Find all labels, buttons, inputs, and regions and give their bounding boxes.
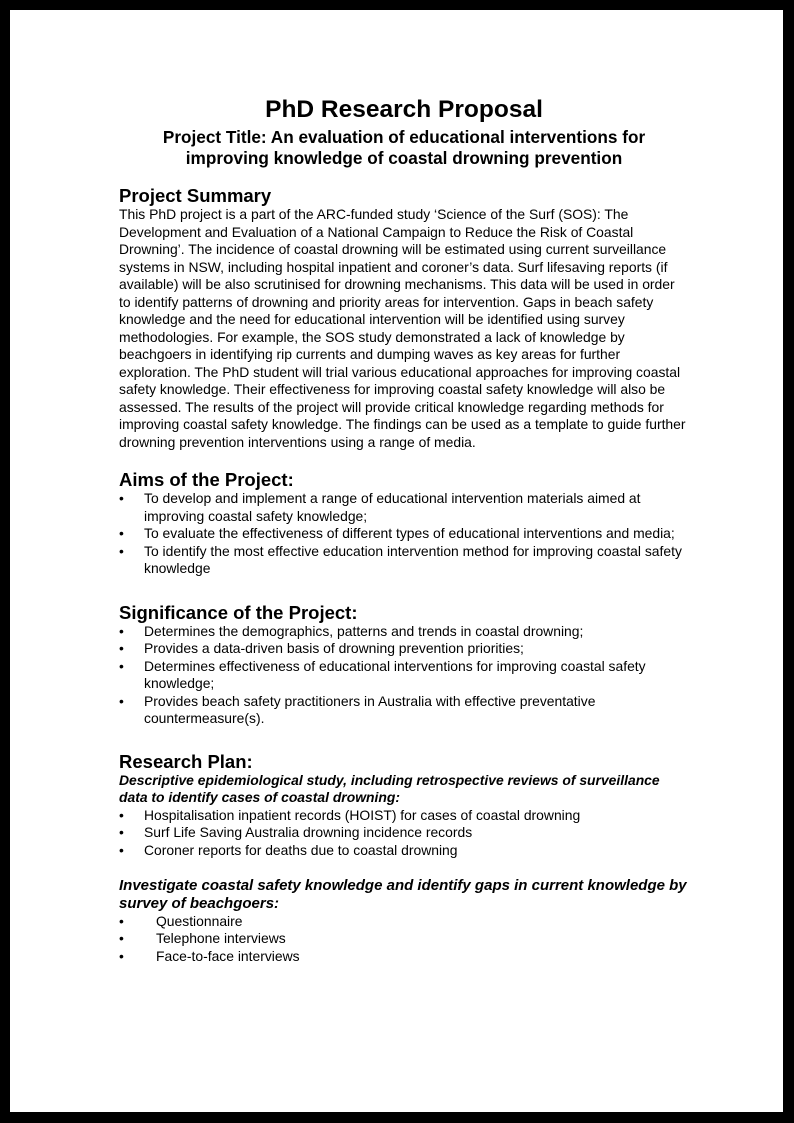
aims-heading: Aims of the Project: (119, 469, 294, 490)
list-item: • Hospitalisation inpatient records (HOIST) for cases of coastal drowning (119, 806, 581, 823)
list-item: • Face-to-face interviews (119, 947, 300, 964)
document-content (119, 96, 689, 965)
bullet-icon: • (119, 806, 124, 823)
list-item: • Provides a data-driven basis of drowning prevention priorities; (119, 640, 524, 656)
research-plan-heading: Research Plan: (119, 750, 253, 772)
list-item: • To evaluate the effectiveness of different types of educational interventions and media; (119, 525, 675, 541)
list-item: • Coroner reports for deaths due to coastal drowning (119, 841, 458, 858)
list-item: • Telephone interviews (119, 930, 286, 947)
document-page (10, 10, 783, 1112)
bullet-icon: • (119, 525, 124, 541)
page-title: PhD Research Proposal (265, 96, 543, 123)
significance-heading: Significance of the Project: (119, 601, 358, 623)
bullet-icon: • (119, 622, 124, 639)
bullet-icon: • (119, 490, 124, 506)
summary-text: This PhD project is a part of the ARC-funded study ‘Science of the Surf (SOS): The Development and Evaluation of a National Campaign to Reduce the Risk of Coastal Drowning’. The incidence of coastal drowning will be estimated using current surveillance systems in NSW, including hospital inpatient and coroner’s data. Surf lifesaving reports (if available) will be also scrutinised for drowning mechanisms. This data will be used in order to identify patterns of drowning and priority areas for intervention. Gaps in beach safety knowledge and the need for educational intervention will be identified using survey methodologies. For example, the SOS study demonstrated a lack of knowledge by beachgoers in identifying rip currents and dumping waves as key areas for further exploration. The PhD student will trial various educational approaches for improving coastal safety knowledge. Their effectiveness for improving coastal safety knowledge will also be assessed. The results of the project will provide critical knowledge regarding methods for improving coastal safety knowledge. The findings can be used as a template to guide further drowning prevention interventions using a range of media. (119, 206, 686, 450)
plan-list-2 (119, 913, 689, 966)
plan-list-1 (119, 807, 689, 860)
summary-heading: Project Summary (119, 185, 272, 206)
bullet-icon: • (119, 692, 124, 709)
bullet-icon: • (119, 912, 124, 929)
bullet-icon: • (119, 930, 124, 947)
list-item: • Surf Life Saving Australia drowning incidence records (119, 824, 473, 840)
list-item: • Determines the demographics, patterns and trends in coastal drowning; (119, 622, 584, 639)
plan-subheading-1: Descriptive epidemiological study, including retrospective reviews of surveillance data to identify cases of coastal drowning: (119, 771, 660, 805)
bullet-icon: • (119, 657, 124, 674)
bullet-icon: • (119, 640, 124, 656)
bullet-icon: • (119, 542, 124, 559)
bullet-icon: • (119, 947, 124, 964)
bullet-icon: • (119, 824, 124, 840)
list-item: • Determines effectiveness of educational interventions for improving coastal safety knowledge; (119, 657, 646, 691)
list-item: • To develop and implement a range of educational intervention materials aimed at improving coastal safety knowledge; (119, 490, 641, 524)
bullet-icon: • (119, 841, 124, 858)
plan-subheading-2: Investigate coastal safety knowledge and identify gaps in current knowledge by survey of beachgoers: (119, 877, 687, 912)
project-title: Project Title: An evaluation of educational interventions for improving knowledge of coastal drowning prevention (162, 127, 646, 168)
aims-list (119, 490, 689, 578)
list-item: • Questionnaire (119, 912, 243, 929)
significance-list (119, 623, 689, 728)
list-item: • Provides beach safety practitioners in Australia with effective preventative countermeasure(s). (119, 692, 596, 726)
list-item: • To identify the most effective education intervention method for improving coastal safety knowledge (119, 542, 682, 576)
